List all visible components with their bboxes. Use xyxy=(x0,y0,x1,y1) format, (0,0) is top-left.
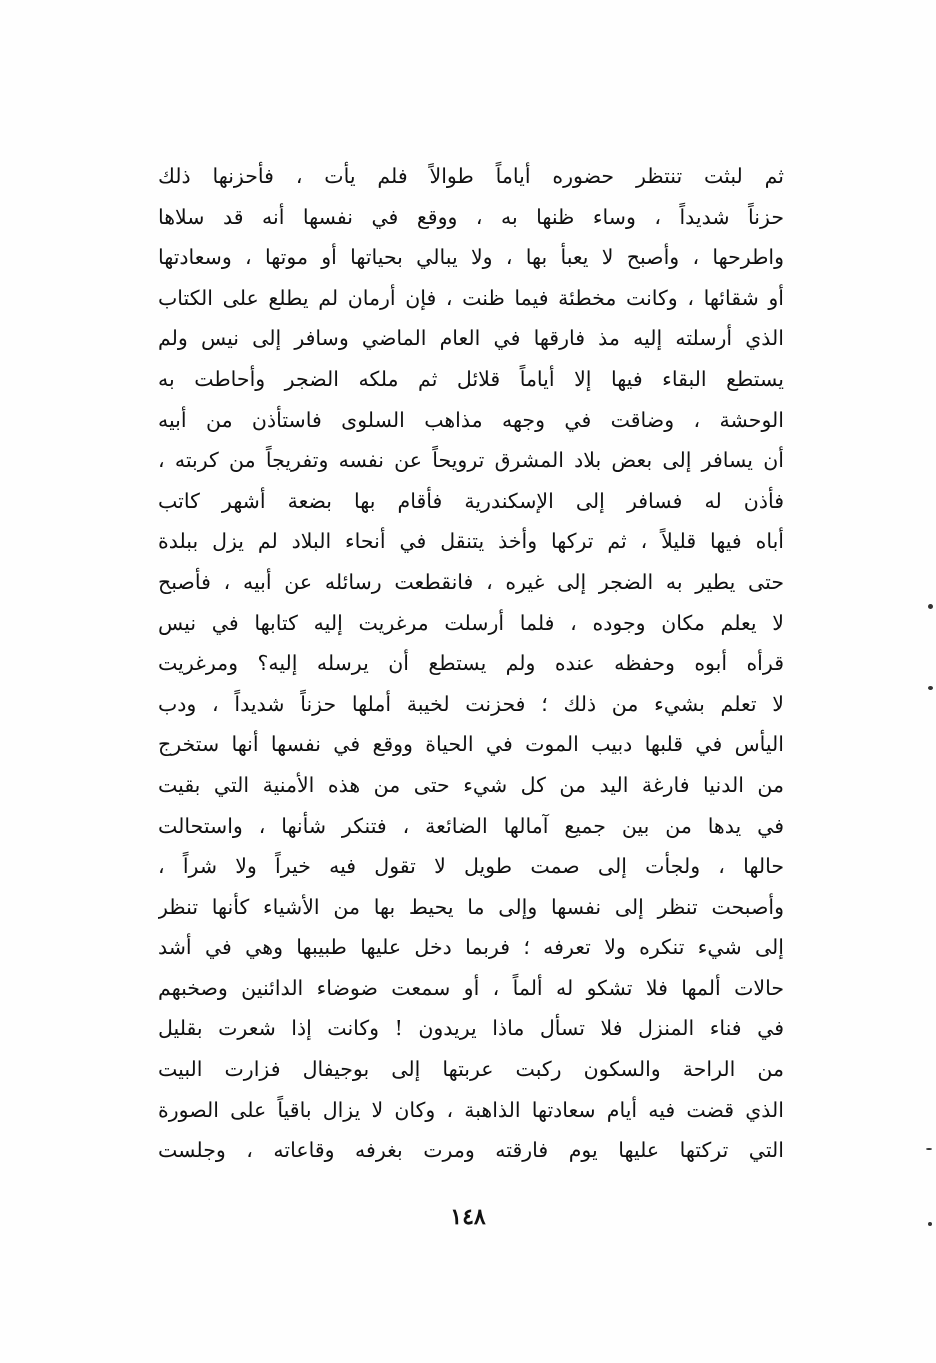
text-line: التي تركتها عليها يوم فارقته ومرت بغرفه وقاعاته ، وجلست xyxy=(158,1138,784,1163)
text-line: الذي أرسلته إليه مذ فارقها في العام الماضي وسافر إلى نيس ولم xyxy=(158,326,784,351)
text-line: أن يسافر إلى بعض بلاد المشرق ترويحاً عن نفسه وتفريجاً من كربته ، xyxy=(158,448,784,473)
scan-speck xyxy=(928,686,933,690)
scan-speck xyxy=(926,1148,932,1150)
text-line: قرأه أبوه وحفظه عنده ولم يستطع أن يرسله إليه؟ ومرغريت xyxy=(158,651,784,676)
text-line: حزناً شديداً ، وساء ظنها به ، ووقع في نفسها أنه قد سلاها xyxy=(158,204,784,229)
text-line: فأذن له فسافر إلى الإسكندرية فأقام بها بضعة أشهر كاتب xyxy=(158,488,784,513)
text-line: وأصبحت تنظر إلى نفسها وإلى ما يحيط بها من الأشياء كأنها تنظر xyxy=(158,894,784,919)
text-line: اليأس في قلبها دبيب الموت في الحياة ووقع في نفسها أنها ستخرج xyxy=(158,732,784,757)
text-line: لا يعلم مكان وجوده ، فلما أرسلت مرغريت إليه كتابها في نيس xyxy=(158,610,784,635)
text-line: حتى يطير به الضجر إلى غيره ، فانقطعت رسائله عن أبيه ، فأصبح xyxy=(158,569,784,594)
text-line: واطرحها ، وأصبح لا يعبأ بها ، ولا يبالي بحياتها أو موتها ، وسعادتها xyxy=(158,245,784,270)
text-line: في يدها من بين جميع آمالها الضائعة ، فتنكر شأنها ، واستحالت xyxy=(158,813,784,838)
scan-speck xyxy=(928,1222,932,1226)
text-line: من الدنيا فارغة اليد من كل شيء حتى من هذه الأمنية التي بقيت xyxy=(158,772,784,797)
text-line: في فناء المنزل فلا تسأل ماذا يريدون ! وكانت إذا شعرت بقليل xyxy=(158,1016,784,1041)
text-line: الذي قضت فيه أيام سعادتها الذاهبة ، وكان لا يزال باقياً على الصورة xyxy=(158,1097,784,1122)
text-line: أو شقائها ، وكانت مخطئة فيما ظنت ، فإن أرمان لم يطلع على الكتاب xyxy=(158,285,784,310)
body-text xyxy=(158,156,784,1171)
text-line: حالات ألمها فلا تشكو له ألماً ، أو سمعت ضوضاء الدائنين وصخبهم xyxy=(158,975,784,1000)
text-line: يستطع البقاء فيها إلا أياماً قلائل ثم ملكه الضجر وأحاطت به xyxy=(158,366,784,391)
text-line: لا تعلم بشيء من ذلك ؛ فحزنت لخيبة أملها حزناً شديداً ، ودب xyxy=(158,691,784,716)
page-number: ١٤٨ xyxy=(450,1204,486,1230)
text-line: أباه فيها قليلاً ، ثم تركها وأخذ يتنقل في أنحاء البلاد لم يزل ببلدة xyxy=(158,529,784,554)
text-line: ثم لبثت تنتظر حضوره أياماً طوالاً فلم يأت ، فأحزنها ذلك xyxy=(158,164,784,188)
text-line: الوحشة ، وضاقت في وجهه مذاهب السلوى فاستأذن من أبيه xyxy=(158,407,784,432)
text-line: حالها ، ولجأت إلى صمت طويل لا تقول فيه خيراً ولا شراً ، xyxy=(158,854,784,879)
text-line: من الراحة والسكون ركبت عربتها إلى بوجيفال فزارت البيت xyxy=(158,1057,784,1082)
scan-speck xyxy=(928,604,933,609)
text-line: إلى شيء تنكره ولا تعرفه ؛ فربما دخل عليها طبيبها وهي في أشد xyxy=(158,935,784,960)
